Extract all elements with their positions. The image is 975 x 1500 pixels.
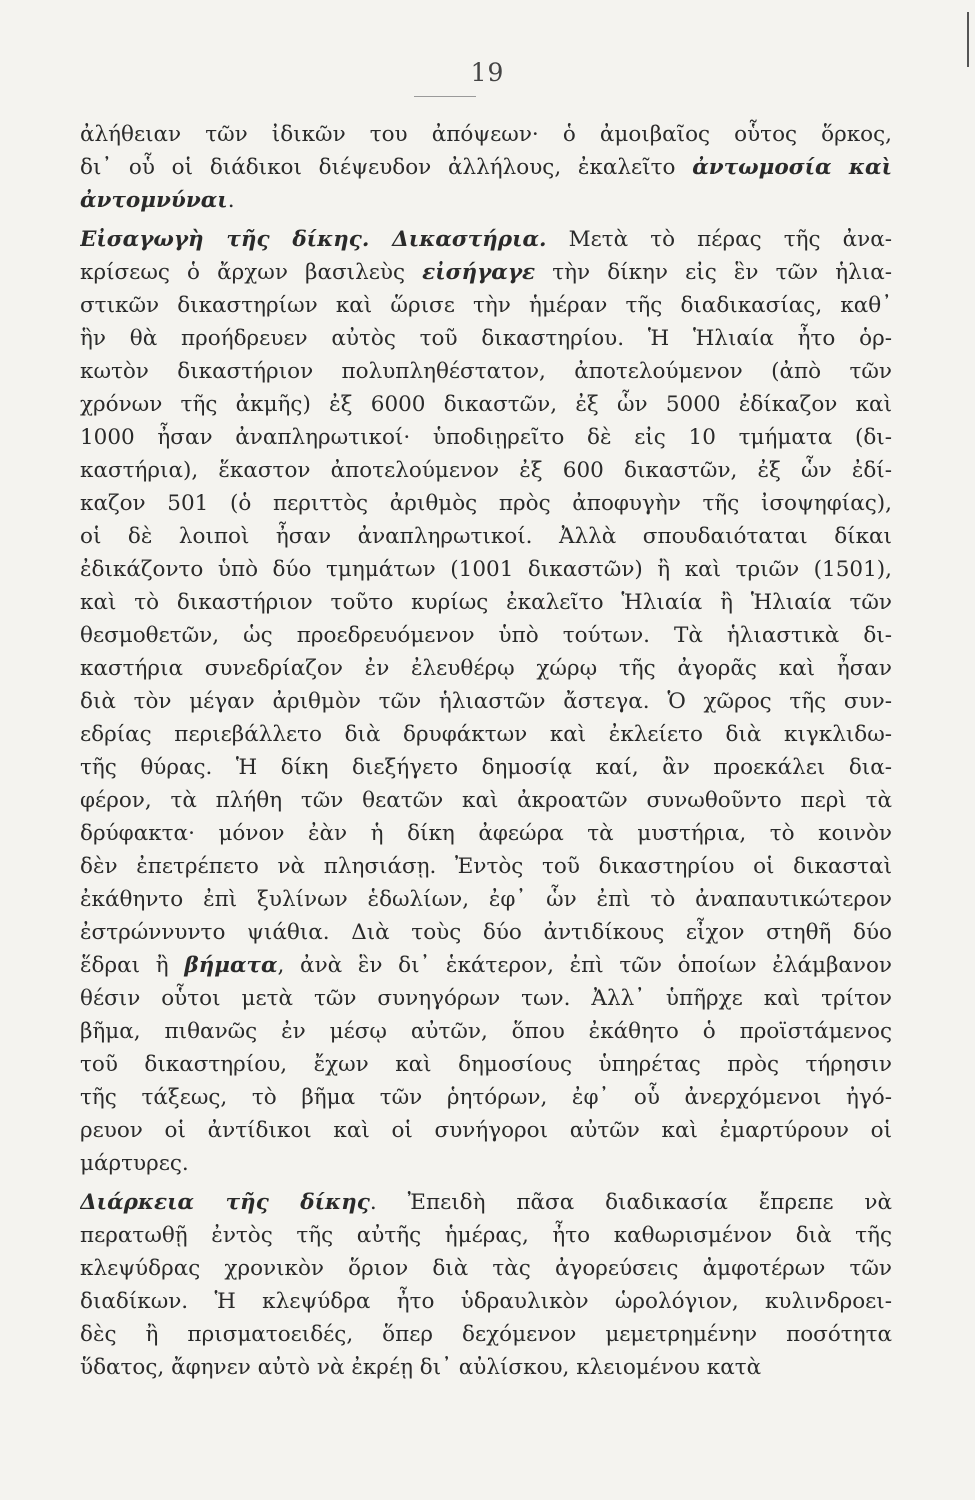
text-line [80,1186,892,1219]
text-line [80,982,892,1015]
text-run: καστήρια συνεδρίαζον ἐν ἐλευθέρῳ χώρῳ τῆς ἀγορᾶς καὶ ἦσαν [80,656,892,681]
text-line [80,223,892,256]
text-line [80,184,892,217]
text-run: χρόνων τῆς ἀκμῆς) ἐξ 6000 δικαστῶν, ἐξ ὧν 5000 ἐδίκαζον καὶ [80,392,892,417]
text-run: 1000 ἦσαν ἀναπληρωτικοί· ὑποδιῃρεῖτο δὲ εἰς 10 τμήματα (δι- [80,425,892,450]
text-run: τῆς θύρας. Ἡ δίκη διεξήγετο δημοσίᾳ καί, ἂν προεκάλει δια- [80,755,892,780]
text-line [80,1318,892,1351]
text-run: τῆς τάξεως, τὸ βῆμα τῶν ῥητόρων, ἐφ᾿ οὗ ἀνερχόμενοι ἠγό- [80,1085,892,1110]
text-run: ρευον οἱ ἀντίδικοι καὶ οἱ συνήγοροι αὐτῶν καὶ ἐμαρτύρουν οἱ [80,1118,892,1143]
text-line [80,1351,892,1384]
text-line [80,1081,892,1114]
text-run: δὲν ἐπετρέπετο νὰ πλησιάσῃ. Ἐντὸς τοῦ δικαστηρίου οἱ δικασταὶ [80,854,892,879]
text-run: στικῶν δικαστηρίων καὶ ὥρισε τὴν ἡμέραν τῆς διαδικασίας, καθ᾿ [80,293,892,318]
text-line [80,1048,892,1081]
text-run: μάρτυρες. [80,1151,189,1176]
text-line [80,553,892,586]
text-line [80,1114,892,1147]
text-line [80,652,892,685]
paragraph [80,1186,892,1384]
text-run: περατωθῇ ἐντὸς τῆς αὐτῆς ἡμέρας, ἦτο καθωρισμένον διὰ τῆς [80,1223,892,1248]
text-line [80,388,892,421]
text-run: ἀλήθειαν τῶν ἰδικῶν του ἀπόψεων· ὁ ἀμοιβαῖος οὗτος ὅρκος, [80,122,892,147]
emphasized-term: ἀντομνύναι [80,188,228,213]
text-run: καστήρια), ἕκαστον ἀποτελούμενον ἐξ 600 δικαστῶν, ἐξ ὧν ἐδί- [80,458,892,483]
page-number: 19 [470,58,505,87]
text-line [80,1147,892,1180]
text-line [80,685,892,718]
text-line [80,850,892,883]
text-line [80,784,892,817]
text-line [80,520,892,553]
text-run: , ἀνὰ ἓν δι᾿ ἑκάτερον, ἐπὶ τῶν ὁποίων ἐλάμβανον [277,953,892,978]
body-text [80,118,892,1384]
text-line [80,355,892,388]
text-line [80,454,892,487]
text-run: φέρον, τὰ πλήθη τῶν θεατῶν καὶ ἀκροατῶν συνωθοῦντο περὶ τὰ [80,788,892,813]
emphasized-term: βήματα [184,953,278,978]
text-run: θεσμοθετῶν, ὡς προεδρευόμενον ὑπὸ τούτων. Τὰ ἡλιαστικὰ δι- [80,623,892,648]
text-line [80,289,892,322]
text-run: ἕδραι ἢ [80,953,185,978]
text-line [80,151,892,184]
text-run: . [227,188,235,213]
text-line [80,256,892,289]
text-line [80,883,892,916]
text-line [80,1252,892,1285]
text-run: διαδίκων. Ἡ κλεψύδρα ἦτο ὑδραυλικὸν ὡρολόγιον, κυλινδροει- [80,1289,892,1314]
text-line [80,916,892,949]
text-line [80,949,892,982]
text-line [80,487,892,520]
text-run: ἐδικάζοντο ὑπὸ δύο τμημάτων (1001 δικαστῶν) ἢ καὶ τριῶν (1501), [80,557,892,582]
text-run: τὴν δίκην εἰς ἓν τῶν ἡλια- [535,260,892,285]
text-line [80,619,892,652]
text-run: ἐστρώννυντο ψιάθια. Διὰ τοὺς δύο ἀντιδίκους εἶχον στηθῆ δύο [80,920,892,945]
text-run: τοῦ δικαστηρίου, ἔχων καὶ δημοσίους ὑπηρέτας πρὸς τήρησιν [80,1052,892,1077]
text-line [80,718,892,751]
text-run: δὲς ἢ πρισματοειδές, ὅπερ δεχόμενον μεμετρημένην ποσότητα [80,1322,892,1347]
emphasized-term: ἀντωμοσία καὶ [692,155,892,180]
text-run: ἣν θὰ προήδρευεν αὐτὸς τοῦ δικαστηρίου. Ἡ Ἡλιαία ἦτο ὁρ- [80,326,892,351]
text-run: εδρίας περιεβάλλετο διὰ δρυφάκτων καὶ ἐκλείετο διὰ κιγκλιδω- [80,722,892,747]
paragraph [80,223,892,1180]
text-run: . Ἐπειδὴ πᾶσα διαδικασία ἔπρεπε νὰ [369,1190,892,1215]
header-rule [414,96,476,97]
text-line [80,586,892,619]
emphasized-term: εἰσήγαγε [422,260,536,285]
text-run: δι᾿ οὗ οἱ διάδικοι διέψευδον ἀλλήλους, ἐκαλεῖτο [80,155,693,180]
text-run: καὶ τὸ δικαστήριον τοῦτο κυρίως ἐκαλεῖτο Ἡλιαία ἢ Ἡλιαία τῶν [80,590,892,615]
text-run: κωτὸν δικαστήριον πολυπληθέστατον, ἀποτελούμενον (ἀπὸ τῶν [80,359,892,384]
text-run: δρύφακτα· μόνον ἐὰν ἡ δίκη ἀφεώρα τὰ μυστήρια, τὸ κοινὸν [80,821,892,846]
text-run: βῆμα, πιθανῶς ἐν μέσῳ αὐτῶν, ὅπου ἐκάθητο ὁ προϊστάμενος [80,1019,892,1044]
emphasized-term: Εἰσαγωγὴ τῆς δίκης. Δικαστήρια. [80,227,547,252]
text-line [80,421,892,454]
text-line [80,1015,892,1048]
text-run: καζον 501 (ὁ περιττὸς ἀριθμὸς πρὸς ἀποφυγὴν τῆς ἰσοψηφίας), [80,491,892,516]
text-line [80,1219,892,1252]
text-run: οἱ δὲ λοιποὶ ἦσαν ἀναπληρωτικοί. Ἀλλὰ σπουδαιόταται δίκαι [80,524,892,549]
text-run: ἐκάθηντο ἐπὶ ξυλίνων ἑδωλίων, ἐφ᾿ ὧν ἐπὶ τὸ ἀναπαυτικώτερον [80,887,892,912]
text-line [80,751,892,784]
text-run: ὕδατος, ἄφηνεν αὐτὸ νὰ ἐκρέῃ δι᾿ αὐλίσκου, κλειομένου κατὰ [80,1355,762,1380]
emphasized-term: Διάρκεια τῆς δίκης [80,1190,370,1215]
text-line [80,817,892,850]
text-run: Μετὰ τὸ πέρας τῆς ἀνα- [546,227,892,252]
text-run: κλεψύδρας χρονικὸν ὅριον διὰ τὰς ἀγορεύσεις ἀμφοτέρων τῶν [80,1256,892,1281]
text-line [80,1285,892,1318]
text-line [80,322,892,355]
paragraph [80,118,892,217]
text-run: θέσιν οὗτοι μετὰ τῶν συνηγόρων των. Ἀλλ᾿ ὑπῆρχε καὶ τρίτον [80,986,892,1011]
text-run: κρίσεως ὁ ἄρχων βασιλεὺς [80,260,423,285]
text-run: διὰ τὸν μέγαν ἀριθμὸν τῶν ἡλιαστῶν ἄστεγα. Ὁ χῶρος τῆς συν- [80,689,892,714]
text-line [80,118,892,151]
